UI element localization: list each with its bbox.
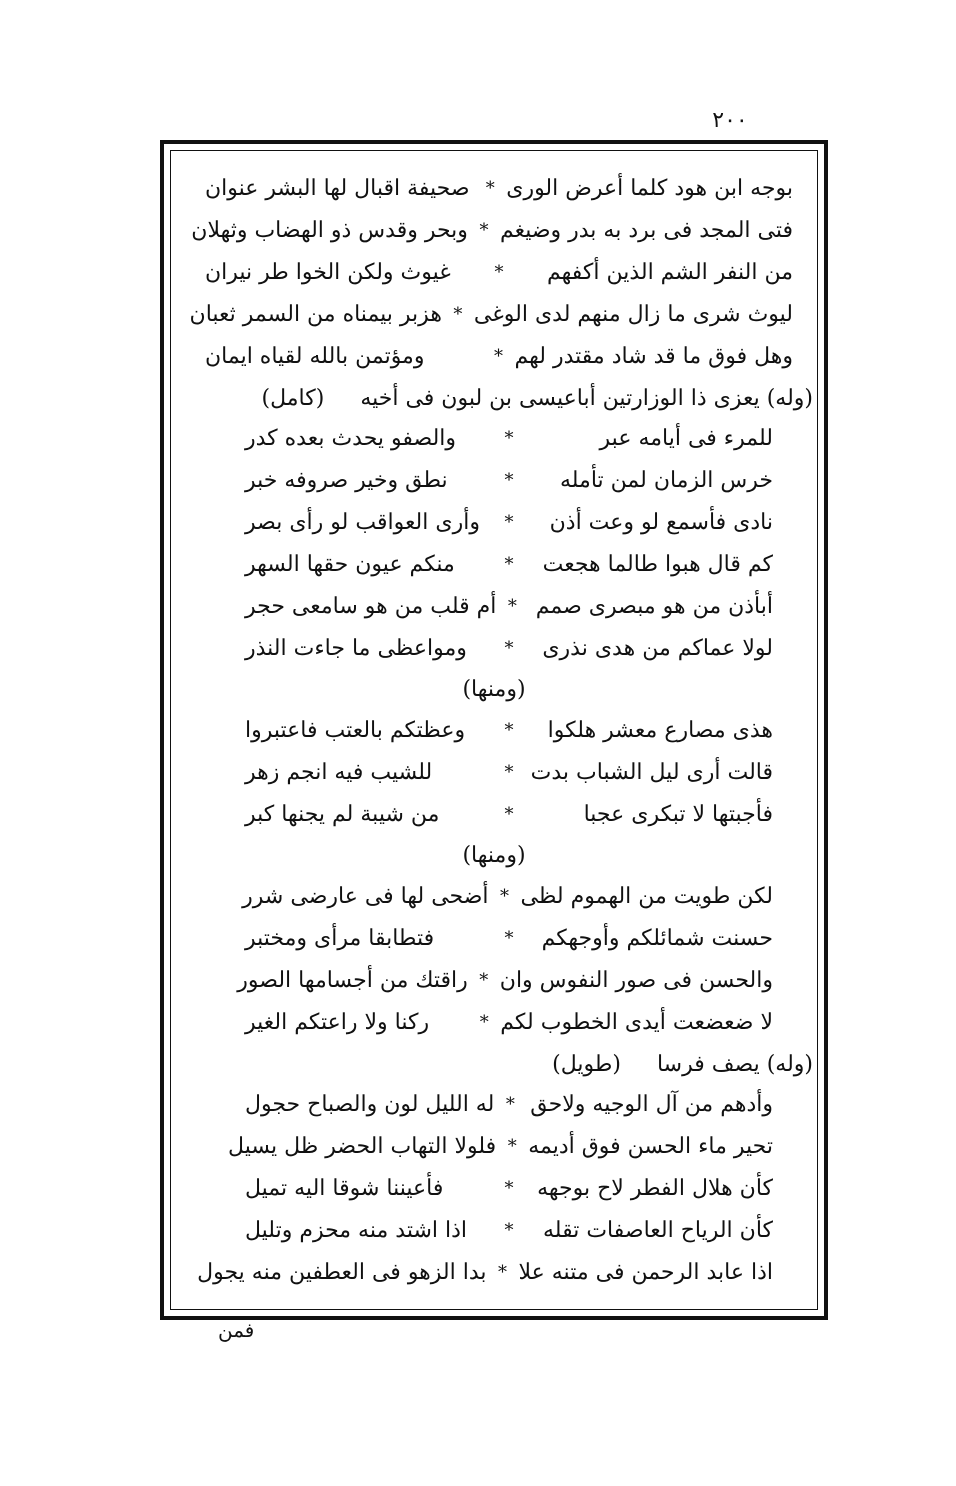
verse-line <box>245 1084 773 1124</box>
poem-heading <box>375 1044 813 1084</box>
verse-separator: * <box>504 719 514 741</box>
verse-separator: * <box>500 885 510 907</box>
verse-line <box>245 628 773 668</box>
verse-line <box>205 336 793 376</box>
verse-line <box>245 794 773 834</box>
verse-line <box>245 460 773 500</box>
verse-separator: * <box>479 219 489 241</box>
catchword: فمن <box>218 1318 255 1342</box>
verse-separator: * <box>485 177 495 199</box>
page-number: ٢٠٠ <box>712 108 748 133</box>
first-hemistich: أبأذن من هو مبصرى صمم <box>535 593 773 619</box>
second-hemistich: راقتك من أجسامها الصور <box>237 967 468 993</box>
second-hemistich: له الليل لون والصباح حجول <box>245 1091 495 1117</box>
verse-separator: * <box>504 427 514 449</box>
verse-line <box>228 1126 773 1166</box>
verse-line <box>237 960 773 1000</box>
verse-separator: * <box>507 1135 517 1157</box>
second-hemistich: ركنا ولا راعتكم الغير <box>245 1009 430 1035</box>
second-hemistich: صحيفة اقبال لها البشر عنوان <box>205 175 470 201</box>
first-hemistich: والحسن فى صور النفوس وان <box>499 967 773 993</box>
verse-line <box>245 918 773 958</box>
verse-separator: * <box>479 969 489 991</box>
verse-separator: * <box>504 637 514 659</box>
second-hemistich: فتطابقا مرأى ومختبر <box>245 925 435 951</box>
first-hemistich: كم قال هبوا طالما هجعت <box>542 551 773 577</box>
second-hemistich: بدا الزهو فى العطفين منه يجول <box>197 1259 487 1285</box>
second-hemistich: أم قلب من هو سامعى حجر <box>245 593 497 619</box>
first-hemistich: بوجه ابن هود كلما أعرض الورى <box>506 175 793 201</box>
verse-separator: * <box>504 803 514 825</box>
verse-separator: * <box>505 1093 515 1115</box>
verse-separator: * <box>507 595 517 617</box>
section-mark: (ومنها) <box>462 843 526 868</box>
verse-line <box>205 252 793 292</box>
second-hemistich: هزبر بيمناه من السمر ثعبان <box>189 301 442 327</box>
verse-line <box>245 752 773 792</box>
second-hemistich: والصفو يحدث بعده كدر <box>245 425 457 451</box>
verse-line <box>245 1002 773 1042</box>
verse-separator: * <box>498 1261 508 1283</box>
first-hemistich: نادى فأسمع لو وعت أذن <box>549 509 773 535</box>
verse-line <box>189 294 793 334</box>
verse-line <box>191 210 793 250</box>
second-hemistich: فلولا التهاب الحضر ظل يسيل <box>228 1133 497 1159</box>
verse-separator: * <box>494 261 504 283</box>
verse-line <box>245 1210 773 1250</box>
verse-line <box>245 544 773 584</box>
verse-separator: * <box>504 1219 514 1241</box>
second-hemistich: من شيبة لم يجنها كبر <box>245 801 440 827</box>
first-hemistich: لا ضعضعت أيدى الخطوب لكم <box>500 1009 773 1035</box>
verse-separator: * <box>504 553 514 575</box>
second-hemistich: ومؤتمن بالله لقياه ايمان <box>205 343 425 369</box>
first-hemistich: كأن الرياح العاصفات تقله <box>543 1217 773 1243</box>
verse-line <box>245 502 773 542</box>
poem-heading <box>215 378 813 418</box>
first-hemistich: لكن طويت من الهموم لظى <box>520 883 773 909</box>
verse-separator: * <box>504 1177 514 1199</box>
verse-line <box>242 876 773 916</box>
second-hemistich: اذا اشتد منه محزم وتليل <box>245 1217 468 1243</box>
second-hemistich: غيوث ولكن الخوا طر نيران <box>205 259 451 285</box>
second-hemistich: وعظتكم بالعتب فاعتبروا <box>245 717 466 743</box>
verse-line <box>245 418 773 458</box>
first-hemistich: تحير ماء الحسن فوق أديمه <box>528 1133 773 1159</box>
verse-separator: * <box>453 303 463 325</box>
first-hemistich: خرس الزمان لمن تأمله <box>559 467 773 493</box>
verse-line <box>245 710 773 750</box>
second-hemistich: نطق وخير صروفه خبر <box>245 467 448 493</box>
first-hemistich: فأجبتها لا تبكرى عجبا <box>583 801 773 827</box>
verse-line <box>245 1168 773 1208</box>
first-hemistich: اذا عابد الرحمن فى متنه علا <box>518 1259 773 1285</box>
first-hemistich: هذى مصارع معشر هلكوا <box>547 717 773 743</box>
verse-separator: * <box>504 927 514 949</box>
first-hemistich: قالت أرى ليل الشباب بدت <box>530 759 773 785</box>
second-hemistich: وأرى العواقب لو رأى بصر <box>245 509 480 535</box>
second-hemistich: فأعيننا شوقا اليه تميل <box>245 1175 444 1201</box>
first-hemistich: من النفر الشم الذين أكفهم <box>546 259 793 285</box>
first-hemistich: وهل فوق ما قد شاد مقتدر لهم <box>514 343 793 369</box>
meter-label: (كامل) <box>261 385 325 411</box>
second-hemistich: ومواعظى ما جاءت النذر <box>245 635 467 661</box>
verse-line <box>197 1252 773 1292</box>
verse-separator: * <box>504 511 514 533</box>
heading-subject: (وله) يصف فرسا <box>656 1051 813 1077</box>
first-hemistich: كأن هلال الفطر لاح بوجهه <box>537 1175 773 1201</box>
first-hemistich: ليوث شرى ما زال منهم لدى الوغى <box>473 301 793 327</box>
meter-label: (طويل) <box>552 1051 621 1077</box>
verse-separator: * <box>504 469 514 491</box>
first-hemistich: وأدهم من آل الوجيه ولاحق <box>530 1091 773 1117</box>
first-hemistich: للمرء فى أيامه عبر <box>599 425 773 451</box>
poem-body <box>175 160 813 1290</box>
second-hemistich: للشيب فيه انجم زهر <box>245 759 433 785</box>
first-hemistich: فتى المجد فى برد به بدر وضيغم <box>499 217 793 243</box>
verse-separator: * <box>494 345 503 367</box>
first-hemistich: لولا عماكم من هدى نذرى <box>542 635 773 661</box>
verse-separator: * <box>504 761 514 783</box>
verse-separator: * <box>479 1011 489 1033</box>
second-hemistich: أضحى لها فى عارضى شرر <box>242 883 489 909</box>
second-hemistich: وبحر وقدس ذو الهضاب وثهلان <box>191 217 468 243</box>
heading-subject: (وله) يعزى ذا الوزارتين أباعيسى بن لبون فى أخيه <box>360 385 813 411</box>
second-hemistich: منكم عيون حقها السهر <box>245 551 455 577</box>
first-hemistich: حسنت شمائلكم وأوجهكم <box>541 925 773 951</box>
verse-line <box>205 168 793 208</box>
section-mark: (ومنها) <box>462 677 526 702</box>
verse-line <box>245 586 773 626</box>
